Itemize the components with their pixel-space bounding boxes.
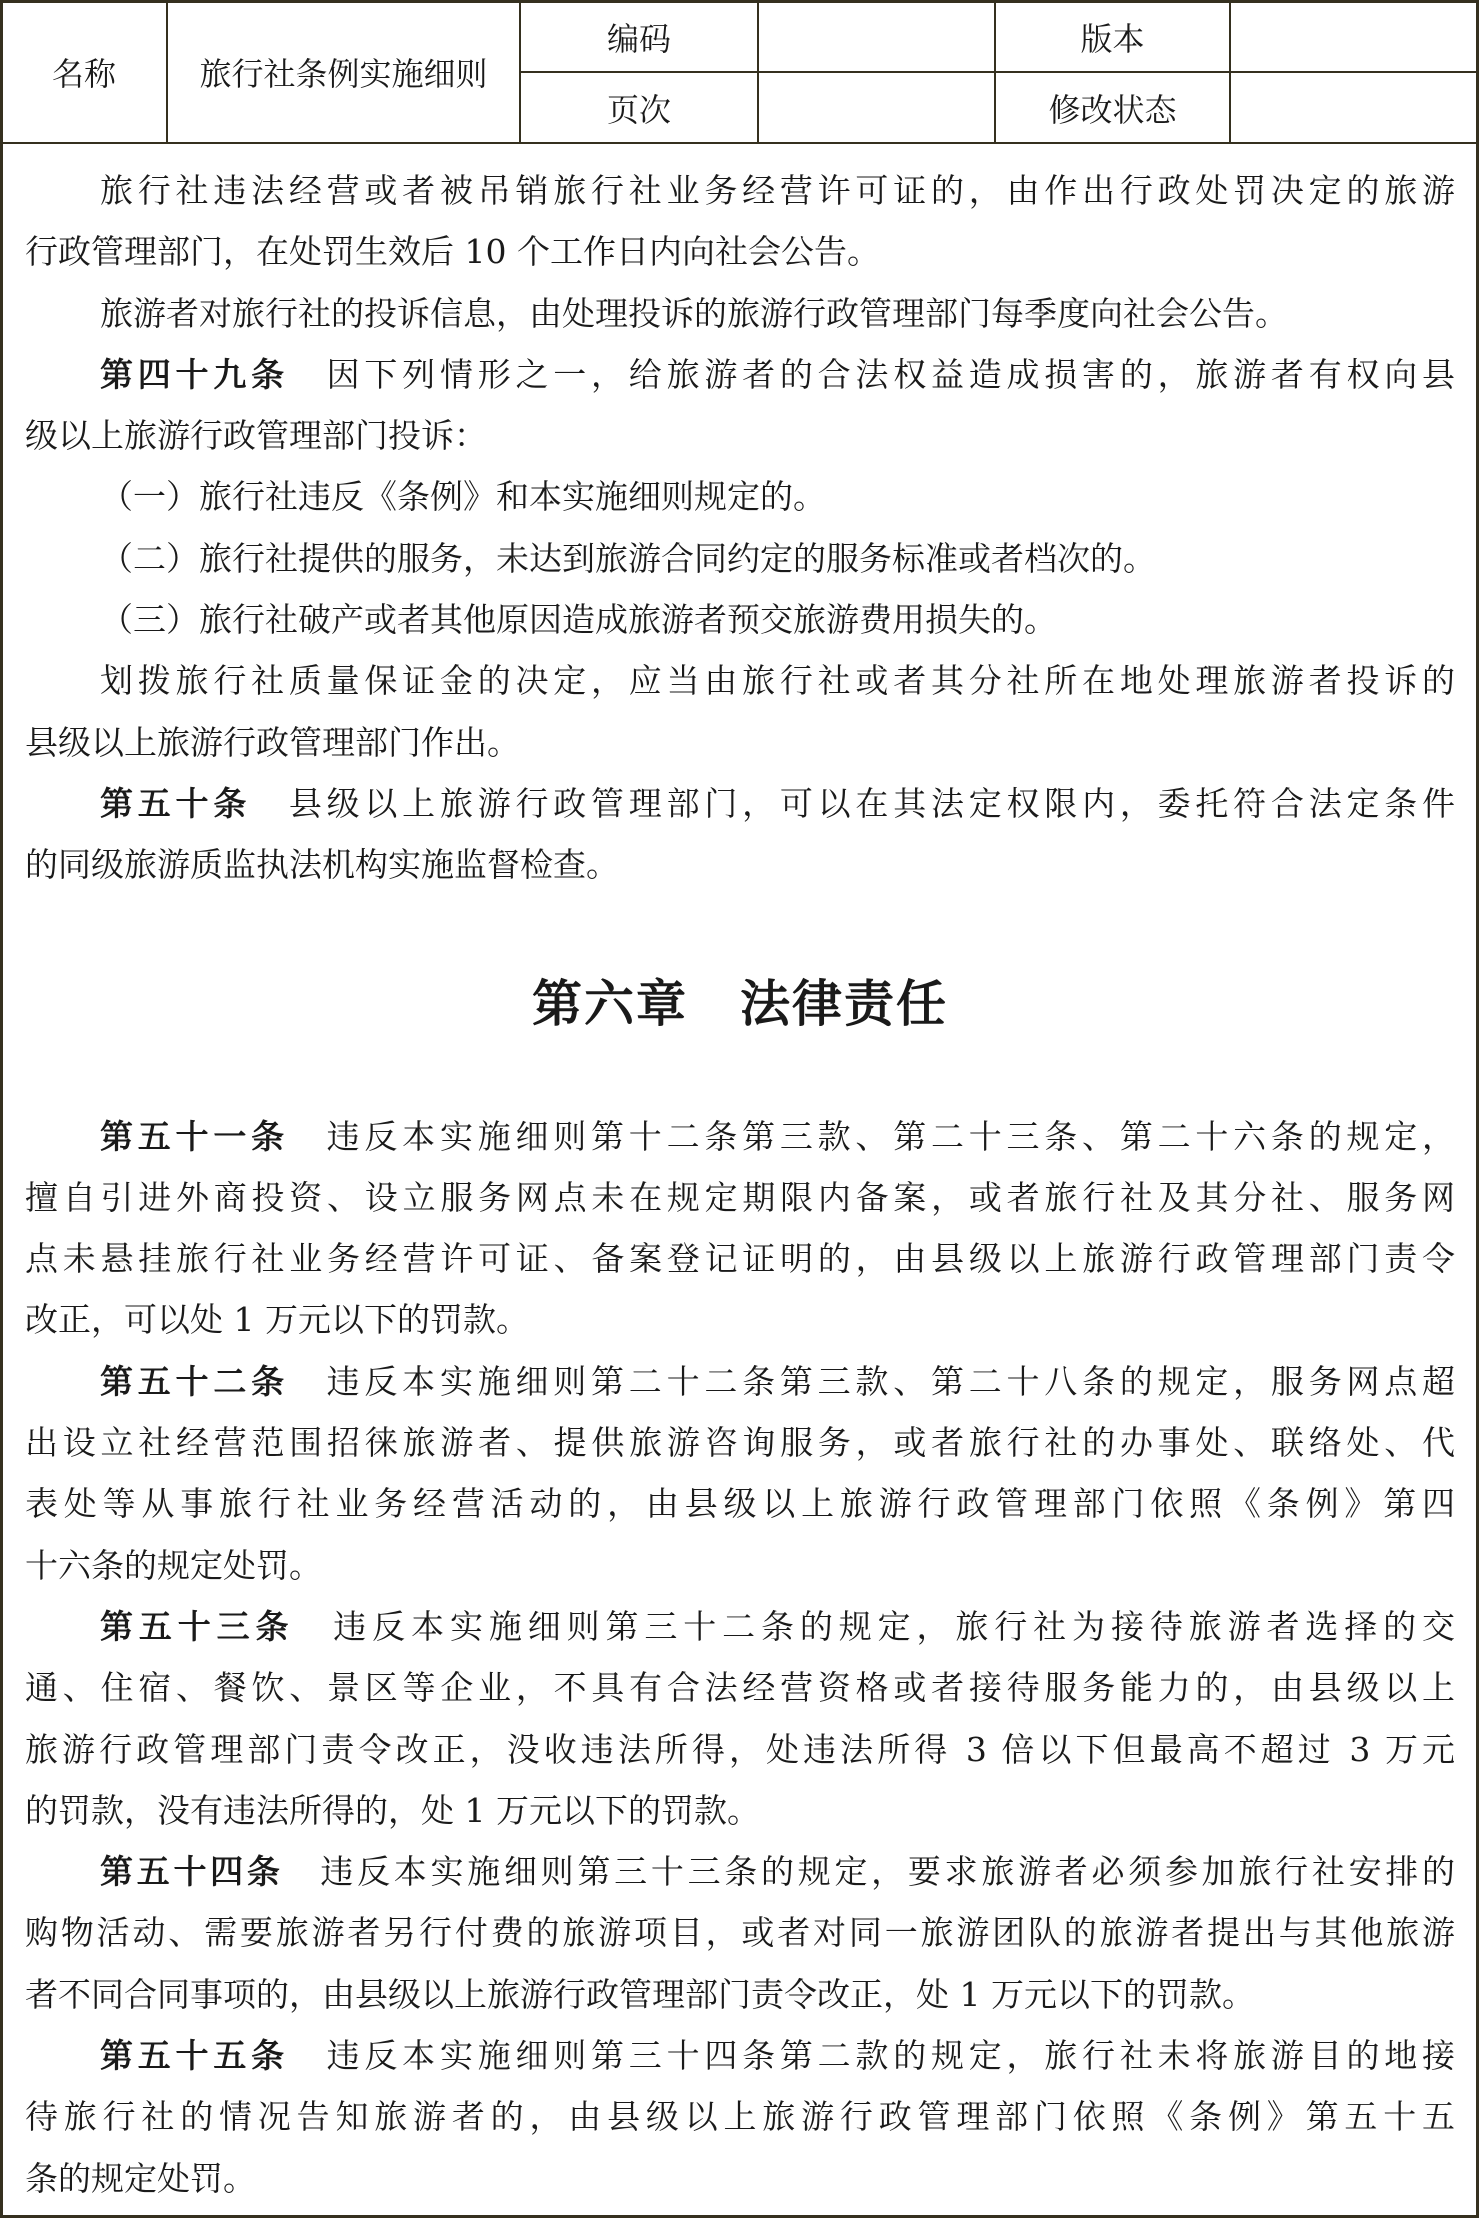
article-number: 第五十条 — [100, 783, 252, 823]
line-text: 改正，可以处 1 万元以下的罚款。 — [25, 1300, 529, 1340]
text-line — [25, 2086, 1455, 2147]
article — [25, 1106, 1455, 1351]
text-line — [25, 160, 1455, 221]
text-line — [25, 1596, 1455, 1657]
line-text: 划拨旅行社质量保证金的决定，应当由旅行社或者其分社所在地处理旅游者投诉的 — [100, 661, 1455, 701]
section-chapter-six — [25, 1106, 1455, 2209]
document-header-table — [0, 0, 1479, 144]
text-line — [25, 1902, 1455, 1963]
text-line — [25, 1289, 1455, 1350]
text-line — [25, 466, 1455, 527]
article — [25, 344, 1455, 467]
line-text: 县级以上旅游行政管理部门，可以在其法定权限内，委托符合法定条件 — [251, 783, 1456, 823]
text-line — [25, 1412, 1455, 1473]
line-text: 的罚款，没有违法所得的，处 1 万元以下的罚款。 — [25, 1790, 760, 1830]
article-number: 第五十五条 — [100, 2036, 289, 2076]
article — [25, 2025, 1455, 2209]
page-value — [758, 72, 995, 143]
line-text: 旅行社违法经营或者被吊销旅行社业务经营许可证的，由作出行政处罚决定的旅游 — [100, 171, 1455, 210]
text-line — [25, 528, 1455, 589]
version-label: 版本 — [995, 1, 1230, 72]
version-value — [1230, 1, 1478, 72]
line-text: 表处等从事旅行社业务经营活动的，由县级以上旅游行政管理部门依照《条例》第四 — [25, 1484, 1455, 1524]
text-line — [25, 1964, 1455, 2025]
line-text: 者不同合同事项的，由县级以上旅游行政管理部门责令改正，处 1 万元以下的罚款。 — [25, 1974, 1255, 2014]
article-number: 第五十二条 — [100, 1361, 289, 1401]
line-text: （一）旅行社违反《条例》和本实施细则规定的。 — [100, 477, 826, 517]
line-text: （二）旅行社提供的服务，未达到旅游合同约定的服务标准或者档次的。 — [100, 538, 1156, 578]
line-text: 出设立社经营范围招徕旅游者、提供旅游咨询服务，或者旅行社的办事处、联络处、代 — [25, 1423, 1455, 1463]
text-line — [25, 1106, 1455, 1167]
code-value — [758, 1, 995, 72]
name-label: 名称 — [1, 1, 167, 143]
line-text: 因下列情形之一，给旅游者的合法权益造成损害的，旅游者有权向县 — [288, 354, 1456, 394]
text-line — [25, 1719, 1455, 1780]
line-text: 待旅行社的情况告知旅游者的，由县级以上旅游行政管理部门依照《条例》第五十五 — [25, 2097, 1455, 2137]
article-number: 第四十九条 — [100, 354, 289, 394]
code-label: 编码 — [520, 1, 758, 72]
revision-label: 修改状态 — [995, 72, 1230, 143]
line-text: 条的规定处罚。 — [25, 2158, 256, 2198]
text-line — [25, 344, 1455, 405]
text-line — [25, 221, 1455, 282]
text-line — [25, 1657, 1455, 1718]
line-text: 违反本实施细则第十二条第三款、第二十三条、第二十六条的规定， — [288, 1116, 1456, 1156]
text-line — [25, 712, 1455, 773]
text-line — [25, 773, 1455, 834]
line-text: 行政管理部门，在处罚生效后 10 个工作日内向社会公告。 — [25, 232, 880, 272]
line-text: 县级以上旅游行政管理部门作出。 — [25, 722, 520, 762]
section-before-chapter — [25, 160, 1455, 896]
line-text: 通、住宿、餐饮、景区等企业，不具有合法经营资格或者接待服务能力的，由县级以上 — [25, 1668, 1455, 1708]
text-line — [25, 1841, 1455, 1902]
text-line — [25, 589, 1455, 650]
paragraph — [25, 160, 1455, 283]
article-number: 第五十三条 — [100, 1606, 295, 1646]
text-line — [25, 1351, 1455, 1412]
line-text: 违反本实施细则第三十四条第二款的规定，旅行社未将旅游目的地接 — [288, 2036, 1456, 2076]
paragraph — [25, 528, 1455, 589]
text-line — [25, 1535, 1455, 1596]
page-label: 页次 — [520, 72, 758, 143]
name-value: 旅行社条例实施细则 — [167, 1, 520, 143]
article — [25, 1596, 1455, 1841]
text-line — [25, 283, 1455, 344]
text-line — [25, 405, 1455, 466]
text-line — [25, 1167, 1455, 1228]
line-text: 旅游行政管理部门责令改正，没收违法所得，处违法所得 3 倍以下但最高不超过 3 万元 — [25, 1729, 1455, 1769]
line-text: 旅游者对旅行社的投诉信息，由处理投诉的旅游行政管理部门每季度向社会公告。 — [100, 293, 1288, 333]
article-number: 第五十一条 — [100, 1116, 289, 1156]
document-body — [25, 160, 1455, 2209]
text-line — [25, 2025, 1455, 2086]
text-line — [25, 650, 1455, 711]
line-text: 擅自引进外商投资、设立服务网点未在规定期限内备案，或者旅行社及其分社、服务网 — [25, 1177, 1455, 1217]
article-number: 第五十四条 — [100, 1852, 284, 1892]
line-text: 十六条的规定处罚。 — [25, 1545, 322, 1585]
article — [25, 773, 1455, 896]
paragraph — [25, 466, 1455, 527]
paragraph — [25, 589, 1455, 650]
text-line — [25, 834, 1455, 895]
paragraph — [25, 650, 1455, 773]
text-line — [25, 1780, 1455, 1841]
line-text: 点未悬挂旅行社业务经营许可证、备案登记证明的，由县级以上旅游行政管理部门责令 — [25, 1239, 1455, 1279]
text-line — [25, 1473, 1455, 1534]
text-line — [25, 1228, 1455, 1289]
revision-value — [1230, 72, 1478, 143]
line-text: 的同级旅游质监执法机构实施监督检查。 — [25, 845, 619, 885]
chapter-title: 第六章 法律责任 — [532, 974, 948, 1033]
text-line — [25, 2148, 1455, 2209]
line-text: 违反本实施细则第二十二条第三款、第二十八条的规定，服务网点超 — [288, 1361, 1456, 1401]
line-text: 级以上旅游行政管理部门投诉： — [25, 416, 487, 456]
article — [25, 1351, 1455, 1596]
line-text: 违反本实施细则第三十二条的规定，旅行社为接待旅游者选择的交 — [294, 1606, 1456, 1646]
article — [25, 1841, 1455, 2025]
line-text: 购物活动、需要旅游者另行付费的旅游项目，或者对同一旅游团队的旅游者提出与其他旅游 — [25, 1913, 1455, 1953]
line-text: 违反本实施细则第三十三条的规定，要求旅游者必须参加旅行社安排的 — [283, 1852, 1456, 1892]
paragraph — [25, 283, 1455, 344]
line-text: （三）旅行社破产或者其他原因造成旅游者预交旅游费用损失的。 — [100, 600, 1057, 640]
